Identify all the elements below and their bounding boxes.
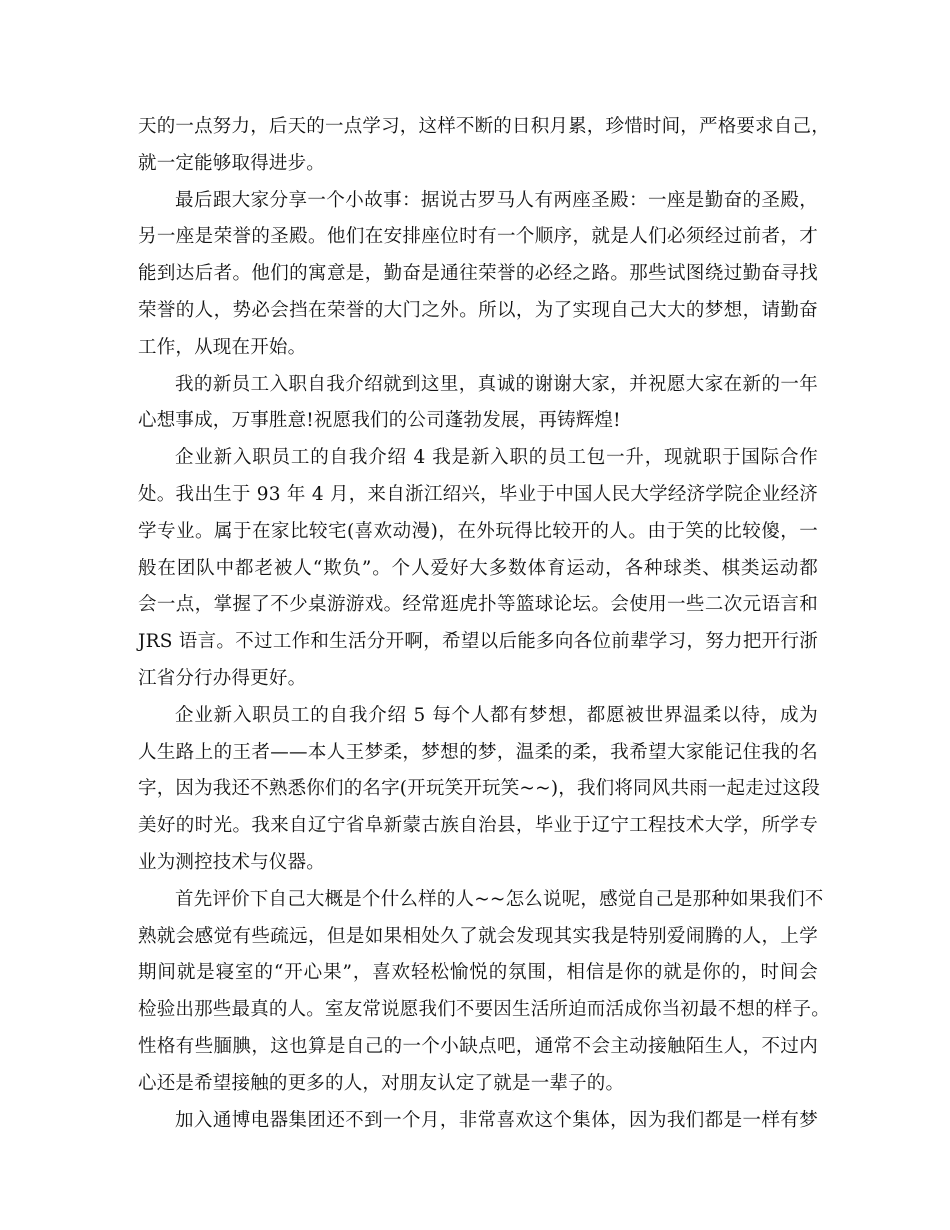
text-line: 字，因为我还不熟悉你们的名字(开玩笑开玩笑~~)，我们将同风共雨一起走过这段 [138,778,821,800]
paragraph [138,882,830,1103]
text-line: 江省分行办得更好。 [138,667,307,689]
text-line: 会一点，掌握了不少桌游游戏。经常逛虎扑等篮球论坛。会使用一些二次元语言和 [138,594,818,616]
text-line: 荣誉的人，势必会挡在荣誉的大门之外。所以，为了实现自己大大的梦想，请勤奋 [138,299,818,321]
text-line: 心想事成，万事胜意!祝愿我们的公司蓬勃发展，再铸辉煌! [138,410,621,432]
text-line: 检验出那些最真的人。室友常说愿我们不要因生活所迫而活成你当初最不想的样子。 [138,999,830,1021]
text-line: 心还是希望接触的更多的人，对朋友认定了就是一辈子的。 [138,1072,625,1094]
text-line: 就一定能够取得进步。 [138,152,326,174]
paragraph [138,1103,818,1140]
text-line: 企业新入职员工的自我介绍 4 我是新入职的员工包一升，现就职于国际合作 [175,447,818,469]
text-line: 企业新入职员工的自我介绍 5 每个人都有梦想，都愿被世界温柔以待，成为 [175,704,818,726]
text-line: JRS 语言。不过工作和生活分开啊，希望以后能多向各位前辈学习，努力把开行浙 [138,631,818,653]
paragraph [138,367,818,441]
text-line: 业为测控技术与仪器。 [138,851,326,873]
paragraph [138,440,818,698]
text-line: 美好的时光。我来自辽宁省阜新蒙古族自治县，毕业于辽宁工程技术大学，所学专 [138,815,818,837]
text-line: 天的一点努力，后天的一点学习，这样不断的日积月累，珍惜时间，严格要求自己， [138,116,830,137]
text-line: 能到达后者。他们的寓意是，勤奋是通往荣誉的必经之路。那些试图绕过勤奋寻找 [138,263,818,285]
text-line: 处。我出生于 93 年 4 月，来自浙江绍兴，毕业于中国人民大学经济学院企业经济 [138,483,818,505]
document-body [138,109,830,1139]
text-line: 工作，从现在开始。 [138,336,307,358]
paragraph [138,183,818,367]
text-line: 期间就是寝室的“开心果”，喜欢轻松愉悦的氛围，相信是你的就是你的，时间会 [138,962,818,984]
text-line: 熟就会感觉有些疏远，但是如果相处久了就会发现其实我是特别爱闹腾的人，上学 [138,925,818,947]
text-line: 加入通博电器集团还不到一个月，非常喜欢这个集体，因为我们都是一样有梦 [175,1109,818,1131]
text-line: 首先评价下自己大概是个什么样的人~~怎么说呢，感觉自己是那种如果我们不 [175,888,824,910]
text-line: 性格有些腼腆，这也算是自己的一个小缺点吧，通常不会主动接触陌生人，不过内 [138,1035,818,1057]
paragraph [138,698,821,882]
text-line: 我的新员工入职自我介绍就到这里，真诚的谢谢大家，并祝愿大家在新的一年 [175,373,818,395]
text-line: 最后跟大家分享一个小故事：据说古罗马人有两座圣殿：一座是勤奋的圣殿， [175,189,818,211]
text-line: 学专业。属于在家比较宅(喜欢动漫)，在外玩得比较开的人。由于笑的比较傻，一 [138,520,818,542]
text-line: 人生路上的王者——本人王梦柔，梦想的梦，温柔的柔，我希望大家能记住我的名 [138,741,818,763]
text-line: 般在团队中都老被人“欺负”。个人爱好大多数体育运动，各种球类、棋类运动都 [138,557,818,579]
text-line: 另一座是荣誉的圣殿。他们在安排座位时有一个顺序，就是人们必须经过前者，才 [138,226,818,248]
paragraph [138,109,830,183]
